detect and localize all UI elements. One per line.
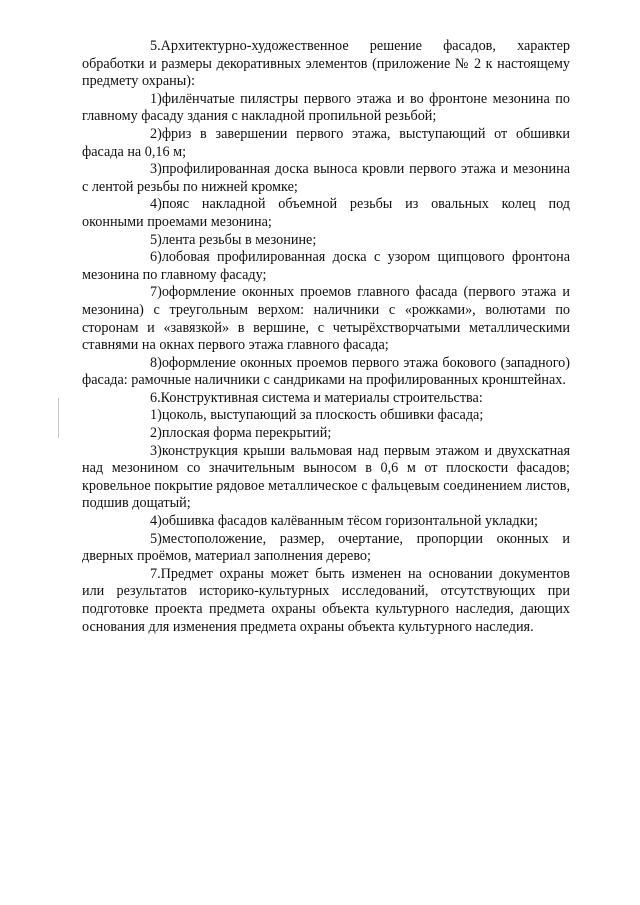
list-item-number: 7) bbox=[150, 284, 162, 301]
paragraph-number: 7. bbox=[150, 565, 161, 582]
list-item-number: 1) bbox=[150, 90, 162, 107]
list-item bbox=[82, 249, 570, 284]
list-item bbox=[82, 355, 570, 390]
list-item-text: лента резьбы в мезонине; bbox=[161, 231, 317, 248]
list-item bbox=[82, 284, 570, 354]
scan-margin-mark bbox=[58, 398, 59, 438]
list-item-text: фриз в завершении первого этажа, выступающий от обшивки фасада на 0,16 м; bbox=[82, 125, 570, 160]
list-item-number: 3) bbox=[150, 161, 162, 178]
list-item-number: 8) bbox=[150, 354, 162, 371]
list-item bbox=[82, 425, 570, 443]
list-item bbox=[82, 91, 570, 126]
paragraph-number: 6. bbox=[150, 389, 161, 406]
list-item bbox=[82, 443, 570, 513]
paragraph-5 bbox=[82, 38, 570, 91]
list-item-text: пояс накладной объемной резьбы из овальных колец под оконными проемами мезонина; bbox=[82, 196, 570, 230]
list-item-text: профилированная доска выноса кровли первого этажа и мезонина с лентой резьбы по нижней кромке; bbox=[82, 161, 570, 195]
list-item bbox=[82, 513, 570, 531]
document-body bbox=[82, 38, 570, 636]
paragraph-number: 5. bbox=[150, 38, 161, 54]
list-item bbox=[82, 126, 570, 161]
list-item-text: оформление оконных проемов первого этажа бокового (западного) фасада: рамочные наличники с сандриками на профилированных кронштейнах. bbox=[82, 354, 570, 389]
list-item-number: 4) bbox=[150, 196, 162, 213]
list-item-number: 5) bbox=[150, 530, 162, 547]
paragraph-text: Предмет охраны может быть изменен на основании документов или результатов историко-культурных исследований, отсутствующих при подготовке проекта предмета охраны объекта культурного наследия, дающих основания для изменения предмета охраны объекта культурного наследия. bbox=[82, 565, 570, 635]
list-item bbox=[82, 407, 570, 425]
list-item bbox=[82, 531, 570, 566]
list-item-text: оформление оконных проемов главного фасада (первого этажа и мезонина) с треугольным верхом: наличники с «рожками», волютами по сторонам и «завязкой» в вершине, с четырёхстворчатыми металлическими ставнями на окнах первого этажа главного фасада; bbox=[82, 284, 570, 354]
paragraph-6 bbox=[82, 390, 570, 408]
paragraph-text: Конструктивная система и материалы строительства: bbox=[160, 389, 483, 406]
list-item-text: филёнчатые пилястры первого этажа и во фронтоне мезонина по главному фасаду здания с накладной пропильной резьбой; bbox=[82, 90, 570, 125]
list-item-number: 5) bbox=[150, 231, 162, 248]
list-item bbox=[82, 232, 570, 250]
list-item-text: обшивка фасадов калёванным тёсом горизонтальной укладки; bbox=[161, 513, 538, 530]
list-item bbox=[82, 161, 570, 196]
list-item-number: 3) bbox=[150, 442, 162, 459]
list-item bbox=[82, 196, 570, 231]
paragraph-7 bbox=[82, 566, 570, 636]
list-item-number: 2) bbox=[150, 125, 162, 142]
list-item-number: 6) bbox=[150, 249, 162, 266]
list-item-number: 1) bbox=[150, 407, 162, 424]
paragraph-text: Архитектурно-художественное решение фасадов, характер обработки и размеры декоративных элементов (приложение № 2 к настоящему предмету охраны): bbox=[82, 38, 570, 90]
list-item-number: 4) bbox=[150, 513, 162, 530]
list-item-text: плоская форма перекрытий; bbox=[161, 425, 332, 442]
list-item-text: цоколь, выступающий за плоскость обшивки фасада; bbox=[161, 407, 484, 424]
list-item-text: местоположение, размер, очертание, пропорции оконных и дверных проёмов, материал заполнения дерево; bbox=[82, 530, 570, 565]
list-item-text: лобовая профилированная доска с узором щипцового фронтона мезонина по главному фасаду; bbox=[82, 249, 570, 283]
list-item-text: конструкция крыши вальмовая над первым этажом и двухскатная над мезонином со значительным выносом в 0,6 м от плоскости фасадов; кровельное покрытие рядовое металлическое с фальцевым соединением листов, подшив дощатый; bbox=[82, 442, 570, 512]
list-item-number: 2) bbox=[150, 425, 162, 442]
